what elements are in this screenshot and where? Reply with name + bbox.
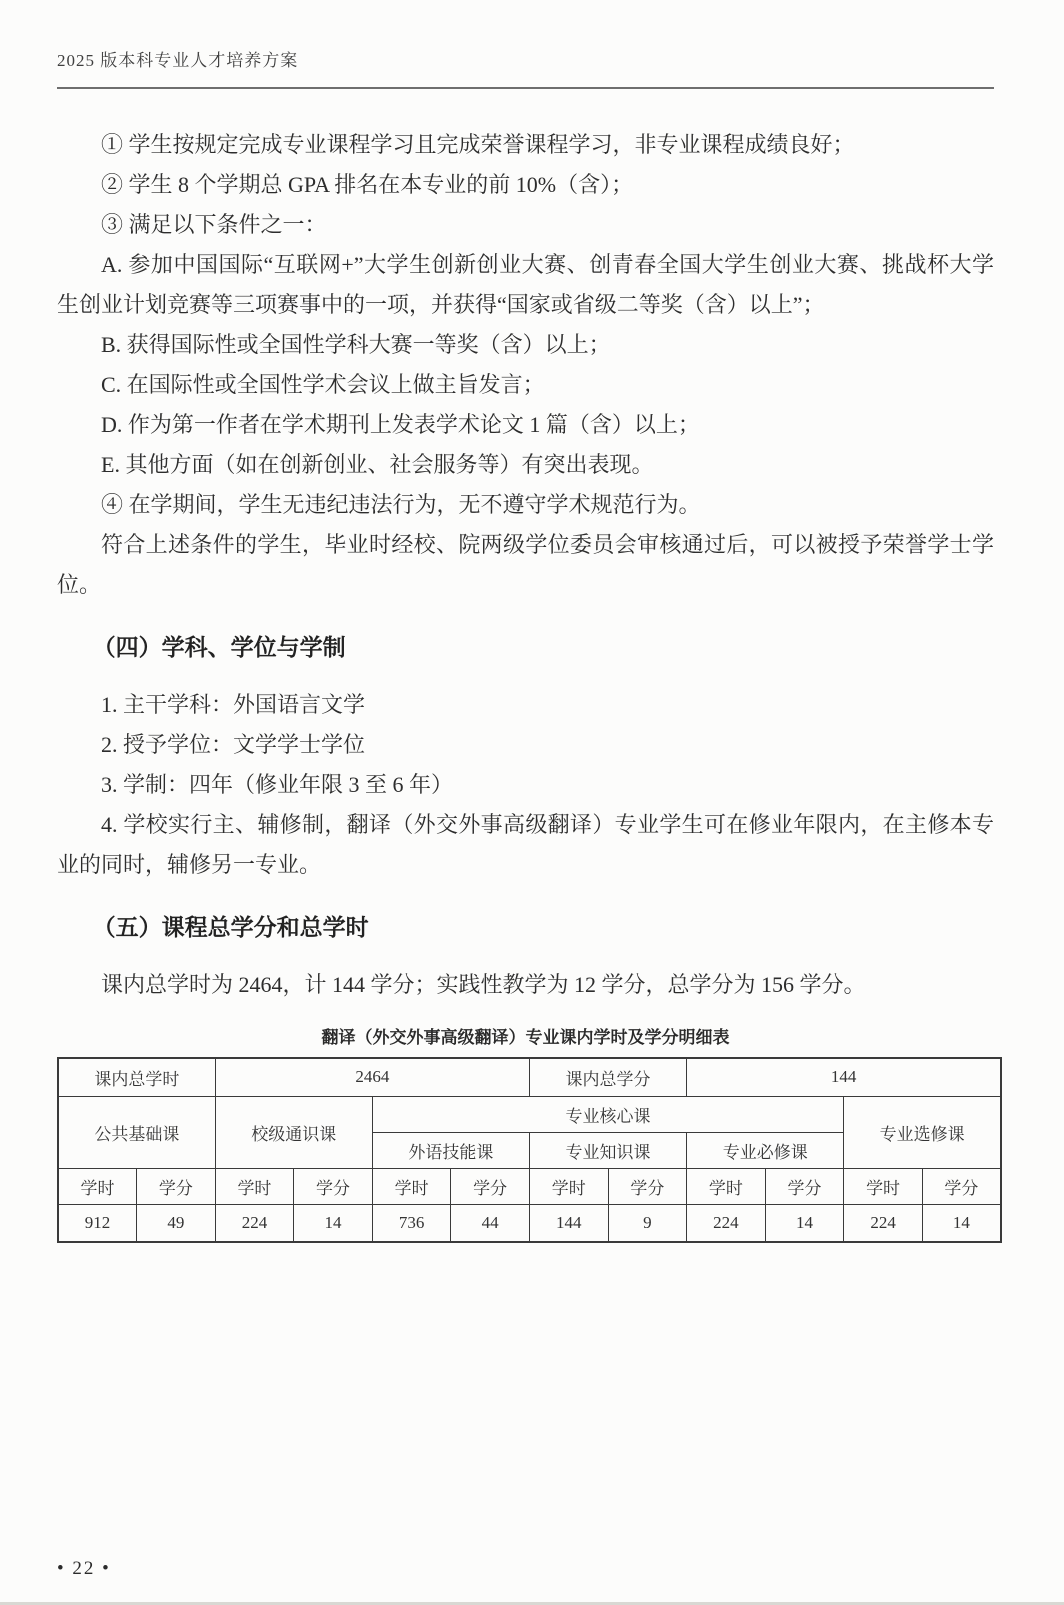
unit-hours-label-cell: 学时 — [687, 1168, 766, 1204]
running-header — [57, 50, 994, 89]
major-required-credits-cell: 14 — [765, 1204, 844, 1242]
unit-hours-label-cell: 学时 — [215, 1168, 294, 1204]
honors-condition-3e: E. 其他方面（如在创新创业、社会服务等）有突出表现。 — [101, 452, 654, 477]
study-duration-item: 3. 学制：四年（修业年限 3 至 6 年） — [101, 772, 454, 797]
unit-credits-label-cell: 学分 — [922, 1168, 1001, 1204]
honors-condition-3a: A. 参加中国国际“互联网+”大学生创新创业大赛、创青春全国大学生创业大赛、挑战杯大学生创业计划竞赛等三项赛事中的一项，并获得“国家或省级二等奖（含）以上”； — [57, 252, 994, 317]
major-elective-credits-cell: 14 — [922, 1204, 1001, 1242]
group-university-general-cell: 校级通识课 — [215, 1096, 372, 1168]
honors-condition-2: ② 学生 8 个学期总 GPA 排名在本专业的前 10%（含）； — [101, 172, 634, 197]
honors-summary-paragraph: 符合上述条件的学生，毕业时经校、院两级学位委员会审核通过后，可以被授予荣誉学士学位。 — [57, 532, 994, 597]
public-basic-credits-cell: 49 — [137, 1204, 216, 1242]
subgroup-major-required-cell: 专业必修课 — [687, 1132, 844, 1168]
page-number: • 22 • — [57, 1558, 111, 1579]
subgroup-major-knowledge-cell: 专业知识课 — [529, 1132, 686, 1168]
total-credits-hours-paragraph: 课内总学时为 2464，计 144 学分；实践性教学为 12 学分，总学分为 156 学分。 — [101, 972, 866, 997]
unit-hours-label-cell: 学时 — [58, 1168, 137, 1204]
university-general-hours-cell: 224 — [215, 1204, 294, 1242]
section-heading-total-credits-hours: （五）课程总学分和总学时 — [92, 914, 369, 940]
unit-credits-label-cell: 学分 — [137, 1168, 216, 1204]
foreign-language-skills-hours-cell: 736 — [372, 1204, 451, 1242]
table-row-values — [58, 1204, 1001, 1242]
unit-hours-label-cell: 学时 — [372, 1168, 451, 1204]
group-major-core-cell: 专业核心课 — [372, 1096, 843, 1132]
unit-credits-label-cell: 学分 — [608, 1168, 687, 1204]
total-hours-label-cell: 课内总学时 — [58, 1058, 215, 1096]
table-row-course-groups — [58, 1096, 1001, 1132]
credit-hours-table — [57, 1057, 1002, 1243]
running-header-title: 2025 版本科专业人才培养方案 — [57, 51, 299, 70]
subgroup-foreign-language-skills-cell: 外语技能课 — [372, 1132, 529, 1168]
honors-condition-3b: B. 获得国际性或全国性学科大赛一等奖（含）以上； — [101, 332, 611, 357]
header-rule — [57, 87, 994, 89]
table-title: 翻译（外交外事高级翻译）专业课内学时及学分明细表 — [321, 1028, 730, 1047]
total-hours-value-cell: 2464 — [215, 1058, 529, 1096]
major-knowledge-hours-cell: 144 — [529, 1204, 608, 1242]
foreign-language-skills-credits-cell: 44 — [451, 1204, 530, 1242]
unit-credits-label-cell: 学分 — [294, 1168, 373, 1204]
honors-condition-3: ③ 满足以下条件之一： — [101, 212, 327, 237]
honors-condition-3c: C. 在国际性或全国性学术会议上做主旨发言； — [101, 372, 545, 397]
major-knowledge-credits-cell: 9 — [608, 1204, 687, 1242]
group-public-basic-cell: 公共基础课 — [58, 1096, 215, 1168]
group-major-elective-cell: 专业选修课 — [844, 1096, 1001, 1168]
total-credits-value-cell: 144 — [687, 1058, 1001, 1096]
public-basic-hours-cell: 912 — [58, 1204, 137, 1242]
unit-credits-label-cell: 学分 — [451, 1168, 530, 1204]
table-row-summary — [58, 1058, 1001, 1096]
unit-credits-label-cell: 学分 — [765, 1168, 844, 1204]
section-heading-discipline-degree-duration: （四）学科、学位与学制 — [92, 634, 346, 660]
major-required-hours-cell: 224 — [687, 1204, 766, 1242]
university-general-credits-cell: 14 — [294, 1204, 373, 1242]
unit-hours-label-cell: 学时 — [844, 1168, 923, 1204]
major-minor-system-item: 4. 学校实行主、辅修制，翻译（外交外事高级翻译）专业学生可在修业年限内，在主修本专业的同时，辅修另一专业。 — [57, 812, 994, 877]
major-elective-hours-cell: 224 — [844, 1204, 923, 1242]
honors-condition-4: ④ 在学期间，学生无违纪违法行为，无不遵守学术规范行为。 — [101, 492, 701, 517]
total-credits-label-cell: 课内总学分 — [529, 1058, 686, 1096]
degree-awarded-item: 2. 授予学位：文学学士学位 — [101, 732, 366, 757]
unit-hours-label-cell: 学时 — [529, 1168, 608, 1204]
content — [57, 125, 994, 1243]
main-discipline-item: 1. 主干学科：外国语言文学 — [101, 692, 366, 717]
honors-condition-1: ① 学生按规定完成专业课程学习且完成荣誉课程学习，非专业课程成绩良好； — [101, 132, 855, 157]
honors-condition-3d: D. 作为第一作者在学术期刊上发表学术论文 1 篇（含）以上； — [101, 412, 700, 437]
table-row-unit-labels — [58, 1168, 1001, 1204]
